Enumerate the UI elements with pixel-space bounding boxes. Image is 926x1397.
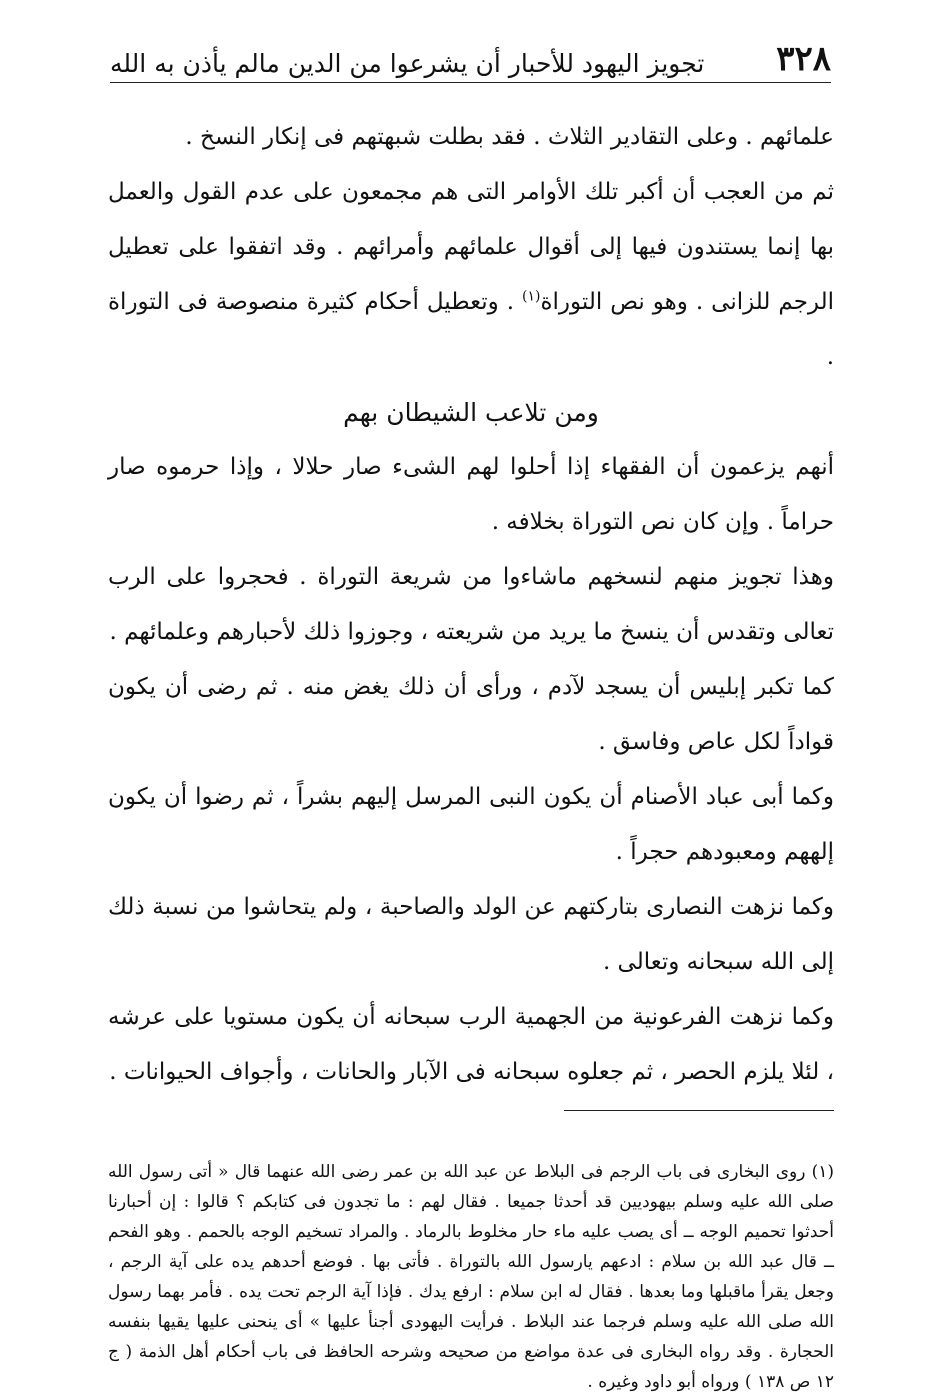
footnote: (١) روى البخارى فى باب الرجم فى البلاط عن عبد الله بن عمر رضى الله عنهما قال « أتى رسول الله صلى الله عليه وسلم بيهوديين قد أحدثا جميعا . فقال لهم : ما تجدون فى كتابكم ؟ قالوا : إن أحبارنا أحدثوا تحميم الوجه ــ أى يصب عليه ماء حار مخلوط بالرماد . والمراد تسخيم الوجه بالحمم . وهو الفحم ــ قال عبد الله بن سلام : ادعهم يارسول الله بالتوراة . فأتى بها . فوضع أحدهم يده على آية الرجم ، وجعل يقرأ ماقبلها وما بعدها . فقال له ابن سلام : ارفع يدك . فإذا آية الرجم تحت يده . فأمر بهما رسول الله صلى الله عليه وسلم فرجما عند البلاط . فرأيت اليهودى أجنأ عليها » أى ينحنى عليها يقيها بنفسه الحجارة . وقد رواه البخارى فى عدة مواضع من صحيحه وشرحه الحافظ فى باب أحكام أهل الذمة ( ج ١٢ ص ١٣٨ ) ورواه أبو داود وغيره . — [108, 1162, 834, 1392]
page-number: ٣٢٨ — [776, 39, 831, 79]
paragraph-2-tail: . وتعطيل أحكام كثيرة منصوصة فى التوراة . — [108, 289, 834, 370]
section-heading: ومن تلاعب الشيطان بهم — [343, 398, 599, 427]
footnote-divider — [564, 1110, 834, 1111]
paragraph-2-text: ثم من العجب أن أكبر تلك الأوامر التى هم مجمعون على عدم القول والعمل بها إنما يستندون فيها إلى أقوال علمائهم وأمرائهم . وقد اتفقوا على تعطيل الرجم للزانى . وهو نص التوراة — [108, 179, 835, 315]
paragraph-4: وهذا تجويز منهم لنسخهم ماشاءوا من شريعة التوراة . فحجروا على الرب تعالى وتقدس أن ينسخ ما يريد من شريعته ، وجوزوا ذلك لأحبارهم وعلمائهم . — [108, 564, 834, 645]
page-header — [110, 28, 831, 83]
paragraph-2 — [108, 165, 834, 385]
paragraph-6: وكما أبى عباد الأصنام أن يكون النبى المرسل إليهم بشراً ، ثم رضوا أن يكون إلههم ومعبودهم حجراً . — [108, 784, 834, 865]
paragraph-7: وكما نزهت النصارى بتاركتهم عن الولد والصاحبة ، ولم يتحاشوا من نسبة ذلك إلى الله سبحانه وتعالى . — [108, 894, 834, 975]
paragraph-1: علمائهم . وعلى التقادير الثلاث . فقد بطلت شبهتهم فى إنكار النسخ . — [185, 124, 834, 150]
paragraph-5: كما تكبر إبليس أن يسجد لآدم ، ورأى أن ذلك يغض منه . ثم رضى أن يكون قواداً لكل عاص وفاسق . — [108, 674, 834, 755]
paragraph-8: وكما نزهت الفرعونية من الجهمية الرب سبحانه أن يكون مستويا على عرشه ، لئلا يلزم الحصر ، ثم جعلوه سبحانه فى الآبار والحانات ، وأجواف الحيوانات . — [108, 1004, 834, 1085]
main-text — [108, 110, 834, 1100]
footnote-reference[interactable]: (١) — [522, 288, 541, 305]
paragraph-3: أنهم يزعمون أن الفقهاء إذا أحلوا لهم الشىء صار حلالا ، وإذا حرموه صار حراماً . وإن كان نص التوراة بخلافه . — [108, 454, 834, 535]
running-title: تجويز اليهود للأحبار أن يشرعوا من الدين مالم يأذن به الله — [110, 49, 705, 78]
